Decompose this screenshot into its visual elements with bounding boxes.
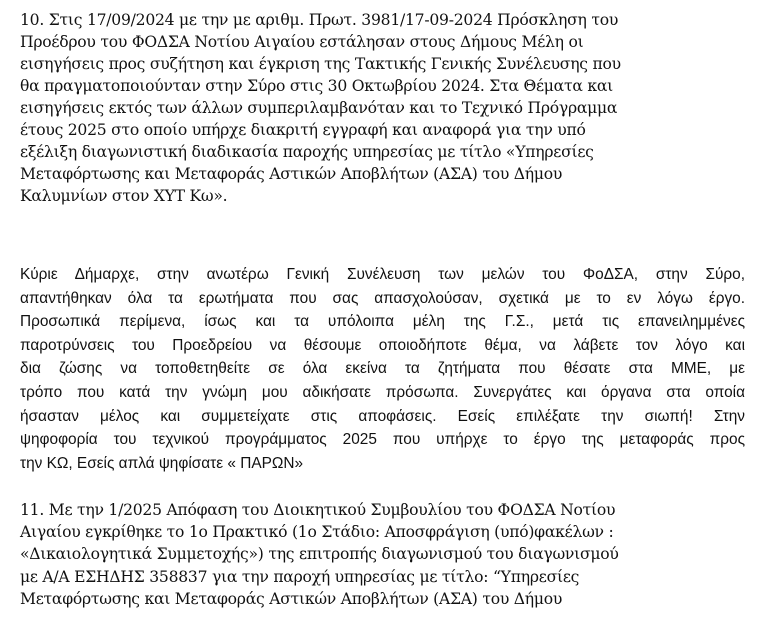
text-line: έτους 2025 στο οποίο υπήρχε διακριτή εγγραφή και αναφορά για την υπό: [20, 121, 586, 139]
text-line: δια ζώσης να τοποθετηθείτε σε όλα εκείνα τα ζητήματα που θέσατε στα ΜΜΕ, με: [20, 360, 745, 378]
text-line: απαντήθηκαν όλα τα ερωτήματα που σας απασχολούσαν, σχετικά με το εν λόγω έργο.: [20, 289, 745, 307]
text-line: Αιγαίου εγκρίθηκε το 1ο Πρακτικό (1ο Στάδιο: Αποσφράγιση (υπό)φακέλων :: [20, 523, 614, 542]
text-line: Μεταφόρτωσης και Μεταφοράς Αστικών Αποβλήτων (ΑΣΑ) του Δήμου: [20, 165, 563, 183]
text-line: 10. Στις 17/09/2024 με την με αριθμ. Πρωτ. 3981/17-09-2024 Πρόσκληση του: [20, 11, 619, 29]
text-line: Κύριε Δήμαρχε, στην ανωτέρω Γενική Συνέλευση των μελών του ΦοΔΣΑ, στην Σύρο,: [20, 266, 745, 283]
paragraph-10: [20, 9, 621, 207]
text-line: εισηγήσεις προς συζήτηση και έγκριση της Τακτικής Γενικής Συνέλευσης που: [20, 55, 621, 73]
text-line: θα πραγματοποιούνταν στην Σύρο στις 30 Οκτωβρίου 2024. Στα Θέματα και: [20, 77, 613, 95]
text-line: Καλυμνίων στον ΧΥΤ Κω».: [20, 187, 228, 205]
text-line: εξέλιξη διαγωνιστική διαδικασία παροχής υπηρεσίας με τίτλο «Υπηρεσίες: [20, 143, 594, 161]
text-line: Προέδρου του ΦΟΔΣΑ Νοτίου Αιγαίου εστάλησαν στους Δήμους Μέλη οι: [20, 33, 584, 51]
text-line: παροτρύνσεις του Προεδρείου να θέσουμε οποιοδήποτε θέμα, να λάβετε τον λόγο και: [20, 336, 745, 354]
text-line: ήσασταν μέλος και συμμετείχατε στις αποφάσεις. Εσείς επιλέξατε την σιωπή! Στην: [20, 407, 745, 425]
text-line: 11. Με την 1/2025 Απόφαση του Διοικητικού Συμβουλίου του ΦΟΔΣΑ Νοτίου: [20, 501, 616, 519]
paragraph-11: [20, 499, 619, 610]
text-line: με Α/Α ΕΣΗΔΗΣ 358837 για την παροχή υπηρεσίας με τίτλο: “Υπηρεσίες: [20, 567, 580, 586]
paragraph-mayor: [20, 263, 745, 475]
text-line: Προσωπικά περίμενα, ίσως και τα υπόλοιπα μέλη της Γ.Σ., μετά τις επανειλημμένες: [20, 313, 745, 331]
text-line: εισηγήσεις εκτός των άλλων συμπεριλαμβανόταν και το Τεχνικό Πρόγραμμα: [20, 99, 618, 117]
text-line: «Δικαιολογητικά Συμμετοχής») της επιτροπής διαγωνισμού του διαγωνισμού: [20, 545, 619, 564]
text-line: τρόπο που κατά την γνώμη μου αδικήσατε πρόσωπα. Συνεργάτες και όργανα στα οποία: [20, 383, 745, 401]
text-line: την ΚΩ, Εσείς απλά ψηφίσατε « ΠΑΡΩΝ»: [20, 454, 304, 472]
text-line: Μεταφόρτωσης και Μεταφοράς Αστικών Αποβλήτων (ΑΣΑ) του Δήμου: [20, 589, 563, 608]
text-line: ψηφοφορία του τεχνικού προγράμματος 2025 που υπήρχε το έργο της μεταφοράς προς: [20, 431, 745, 449]
